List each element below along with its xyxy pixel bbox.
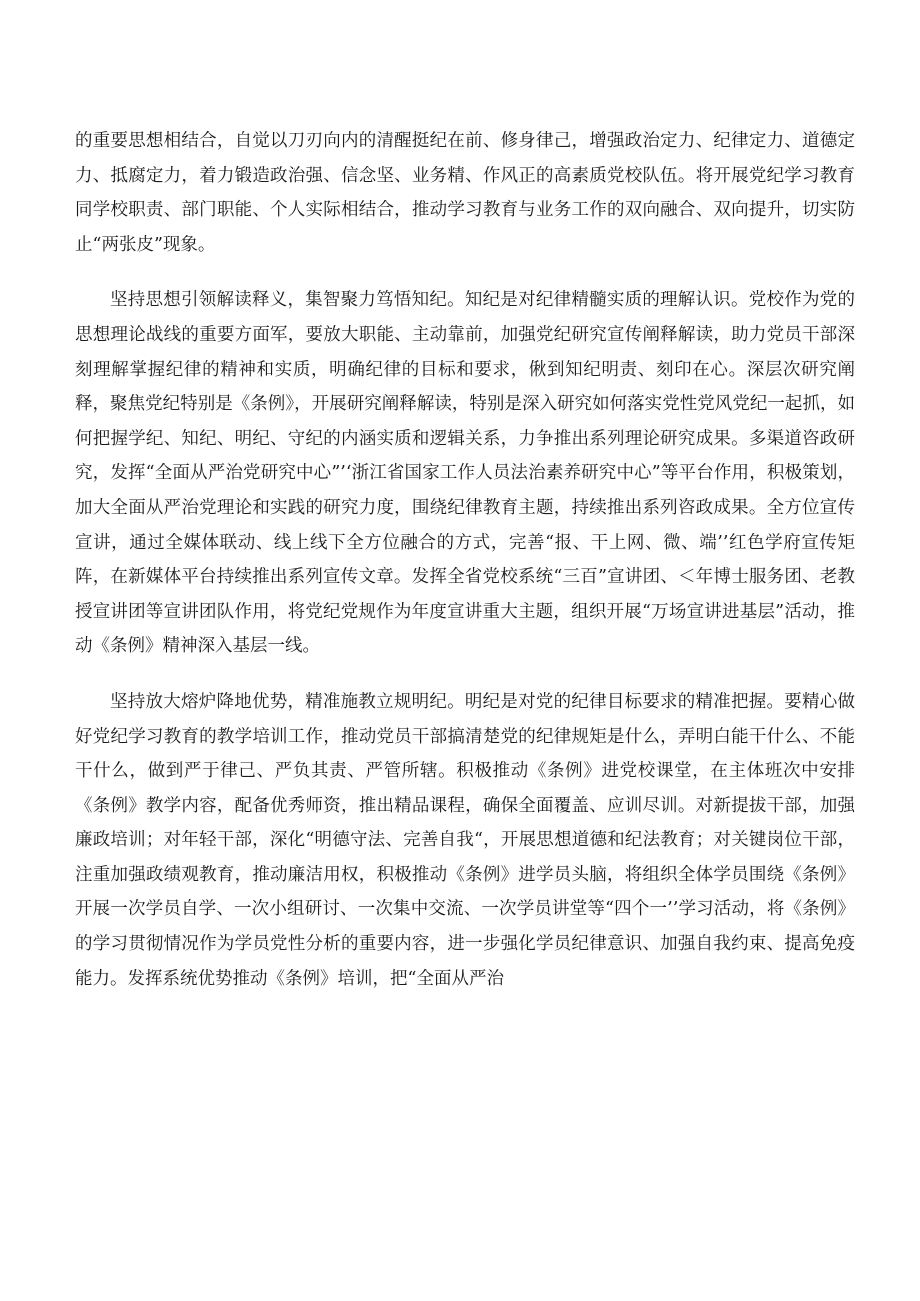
paragraph-understanding-discipline: 坚持放大熔炉降地优势，精准施教立规明纪。明纪是对党的纪律目标要求的精准把握。要精心做好党纪学习教育的教学培训工作，推动党员干部搞清楚党的纪律规矩是什么，弄明白能干什么、不能干什么，做到严于律己、严负其责、严管所辖。积极推动《条例》进党校课堂，在主体班次中安排《条例》教学内容，配备优秀师资，推出精品课程，确保全面覆盖、应训尽训。对新提拔干部，加强廉政培训；对年轻干部，深化“明德守法、完善自我“，开展思想道德和纪法教育；对关键岗位干部，注重加强政绩观教育，推动廉洁用权，积极推动《条例》进学员头脑，将组织全体学员围绕《条例》开展一次学员自学、一次小组研讨、一次集中交流、一次学员讲堂等“四个一’’学习活动，将《条例》的学习贯彻情况作为学员党性分析的重要内容，进一步强化学员纪律意识、加强自我约束、提高免疫能力。发挥系统优势推动《条例》培训，把“全面从严治 (75, 691, 855, 989)
paragraph-continued-intro: 的重要思想相结合，自觉以刀刃向内的清醒挺纪在前、修身律己，增强政治定力、纪律定力、道德定力、抵腐定力，着力锻造政治强、信念坚、业务精、作风正的高素质党校队伍。将开展党纪学习教育同学校职责、部门职能、个人实际相结合，推动学习教育与业务工作的双向融合、双向提升，切实防止“两张皮”现象。 (75, 131, 855, 255)
document-body (75, 124, 855, 996)
paragraph-knowing-discipline: 坚持思想引领解读释义，集智聚力笃悟知纪。知纪是对纪律精髓实质的理解认识。党校作为党的思想理论战线的重要方面军，要放大职能、主动靠前，加强党纪研究宣传阐释解读，助力党员干部深刻理解掌握纪律的精神和实质，明确纪律的目标和要求，偢到知纪明责、刻印在心。深层次研究阐释，聚焦党纪特别是《条例》，开展研究阐释解读，特别是深入研究如何落实党性党风党纪一起抓，如何把握学纪、知纪、明纪、守纪的内涵实质和逻辑关系，力争推出系列理论研究成果。多渠道咨政研究，发挥“全面从严治党研究中心”’‘浙江省国家工作人员法治素养研究中心”等平台作用，积极策划，加大全面从严治党理论和实践的研究力度，围绕纪律教育主题，持续推出系列咨政成果。全方位宣传宣讲，通过全媒体联动、线上线下全方位融合的方式，完善“报、干上网、微、端’’红色学府宣传矩阵，在新媒体平台持续推出系列宣传文章。发挥全省党校系统“三百”宣讲团、＜年博士服务团、老教授宣讲团等宣讲团队作用，将党纪党规作为年度宣讲重大主题，组织开展“万场宣讲进基层”活动，推动《条例》精神深入基层一线。 (75, 290, 855, 657)
